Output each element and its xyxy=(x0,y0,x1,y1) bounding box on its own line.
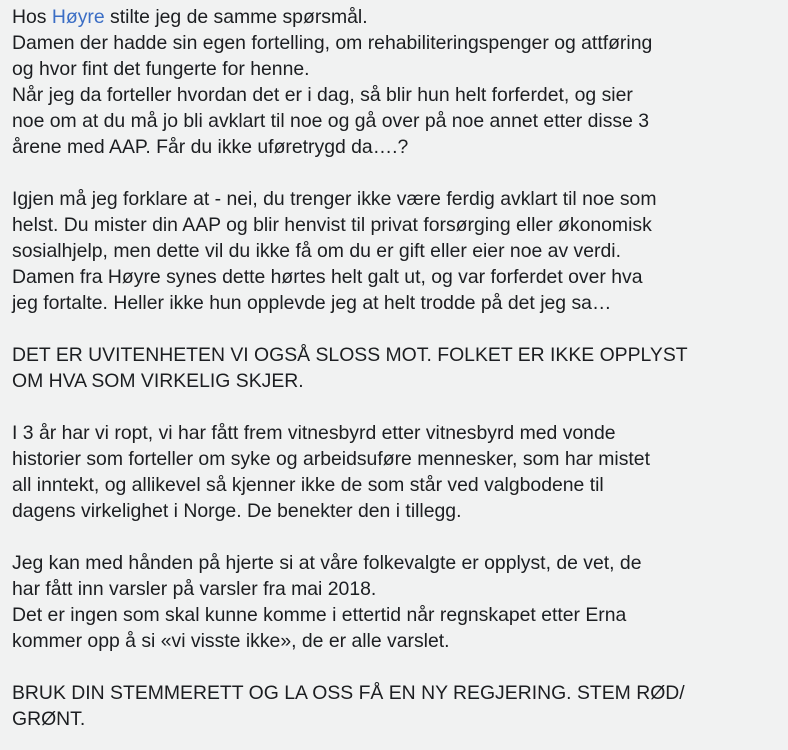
paragraph-spacer xyxy=(12,316,784,342)
paragraph-line: Igjen må jeg forklare at - nei, du trenger ikke være ferdig avklart til noe som xyxy=(12,188,657,210)
paragraph-line: og hvor fint det fungerte for henne. xyxy=(12,58,310,80)
paragraph-spacer xyxy=(12,524,784,550)
paragraph-line: Når jeg da forteller hvordan det er i dag, så blir hun helt forferdet, og sier xyxy=(12,84,633,106)
paragraph-line: årene med AAP. Får du ikke uføretrygd da….? xyxy=(12,136,409,158)
paragraph-line: GRØNT. xyxy=(12,708,86,730)
paragraph-line: DET ER UVITENHETEN VI OGSÅ SLOSS MOT. FOLKET ER IKKE OPPLYST xyxy=(12,344,688,366)
paragraph-line: kommer opp å si «vi visste ikke», de er alle varslet. xyxy=(12,630,450,652)
paragraph-6 xyxy=(12,680,784,732)
paragraph-5 xyxy=(12,550,784,654)
post-intro-line xyxy=(12,4,784,30)
hoyre-link[interactable]: Høyre xyxy=(51,6,105,28)
paragraph-line: I 3 år har vi ropt, vi har fått frem vitnesbyrd etter vitnesbyrd med vonde xyxy=(12,422,616,444)
paragraph-line: OM HVA SOM VIRKELIG SKJER. xyxy=(12,370,304,392)
intro-prefix: Hos xyxy=(12,6,52,28)
paragraph-spacer xyxy=(12,654,784,680)
paragraph-2 xyxy=(12,186,784,316)
paragraph-line: jeg fortalte. Heller ikke hun opplevde jeg at helt trodde på det jeg sa… xyxy=(12,292,612,314)
paragraph-3 xyxy=(12,342,784,394)
paragraph-spacer xyxy=(12,394,784,420)
paragraph-line: Jeg kan med hånden på hjerte si at våre folkevalgte er opplyst, de vet, de xyxy=(12,552,642,574)
paragraph-1 xyxy=(12,30,784,160)
paragraph-line: helst. Du mister din AAP og blir henvist til privat forsørging eller økonomisk xyxy=(12,214,652,236)
paragraph-line: noe om at du må jo bli avklart til noe og gå over på noe annet etter disse 3 xyxy=(12,110,650,132)
paragraph-line: har fått inn varsler på varsler fra mai 2018. xyxy=(12,578,377,600)
paragraph-line: sosialhjelp, men dette vil du ikke få om du er gift eller eier noe av verdi. xyxy=(12,240,621,262)
intro-suffix: stilte jeg de samme spørsmål. xyxy=(104,6,368,28)
paragraph-line: Damen der hadde sin egen fortelling, om rehabiliteringspenger og attføring xyxy=(12,32,653,54)
paragraph-line: Det er ingen som skal kunne komme i ettertid når regnskapet etter Erna xyxy=(12,604,627,626)
paragraph-line: dagens virkelighet i Norge. De benekter den i tillegg. xyxy=(12,500,462,522)
paragraph-line: BRUK DIN STEMMERETT OG LA OSS FÅ EN NY REGJERING. STEM RØD/ xyxy=(12,682,685,704)
paragraph-spacer xyxy=(12,160,784,186)
paragraph-line: historier som forteller om syke og arbeidsuføre mennesker, som har mistet xyxy=(12,448,650,470)
paragraph-4 xyxy=(12,420,784,524)
paragraph-line: all inntekt, og allikevel så kjenner ikke de som står ved valgbodene til xyxy=(12,474,604,496)
paragraph-line: Damen fra Høyre synes dette hørtes helt galt ut, og var forferdet over hva xyxy=(12,266,643,288)
post-body xyxy=(12,4,784,732)
